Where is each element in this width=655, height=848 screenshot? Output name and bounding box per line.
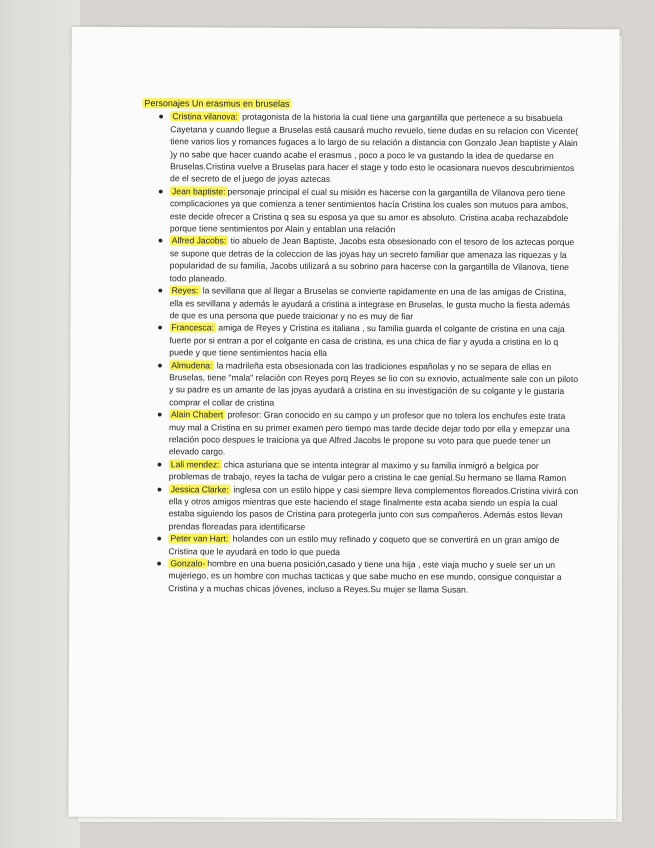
character-name: Gonzalo- xyxy=(170,558,206,569)
list-item xyxy=(142,235,582,287)
character-name: Francesca: xyxy=(171,322,214,333)
bullet-icon: ● xyxy=(157,285,164,296)
character-description: chica asturiana que se intenta integrar al maximo y su familia inmigró a belgica por problemas de trabajo, reyes la tacha de vulgar pero a cristina le cae genial.Su hermano se llama Ramon xyxy=(168,459,567,484)
character-description: holandes con un estilo muy refinado y coqueto que se convertirá en un gran amigo de Cristina que le ayudará en todo lo que pueda xyxy=(168,533,560,557)
bullet-icon: ● xyxy=(156,458,163,469)
bullet-icon: ● xyxy=(156,533,162,544)
list-item xyxy=(141,359,581,411)
bullet-icon: ● xyxy=(156,483,163,494)
character-description: la madrileña esta obsesionada con las tradiciones españolas y no se separa de ellas en Bruselas, tiene "mala" relación con Reyes porq Reyes se lio con su exnovio, actualmente sale con un piloto y su padre es un amante de las joyas ayudará a cristina en su investigación de su colgante y le gustaria comprar el collar de cristina xyxy=(169,359,579,408)
character-description: tio abuelo de Jean Baptiste, Jacobs esta obsesionado con el tesoro de los aztecas porque se supone que detras de la coleccion de las joyas hay un secreto familiar que amenaza las riquezas y la popularidad de su familia, Jacobs utilizará a su sobrino para hacerse con la gargantilla de Vilanova, tiene todo planeado. xyxy=(169,235,575,284)
list-item xyxy=(140,532,580,559)
bullet-icon: ● xyxy=(157,235,164,246)
list-item xyxy=(141,408,581,460)
character-description: personaje principal el cual su misión es hacerse con la gargantilla de Vilanova pero tiene complicaciones ya que comienza a tener sentimientos hacía Cristina los cuales son mutuos para ambos, este decide ofrecer a Cristina q sea su esposa ya que su amor es absoluto. Cristina acaba rechazabdole porque tiene sentimientos por Alain y entablan una relación xyxy=(169,186,569,235)
document-title-text: Personajes Un erasmus en bruselas xyxy=(144,98,290,109)
list-item xyxy=(142,111,582,187)
character-description: inglesa con un estilo hippe y casi siempre lleva complementos floreados.Cristina vivirá con ella y otros amigos mientras que este haciendo el stage finalmente esta acaba siendo un espía la cual estaba siguiendo los pasos de Cristina para protegerla junto con sus compañeros. Además estos llevan prendas floreadas para identificarse xyxy=(168,484,579,532)
character-name: Almudena: xyxy=(171,359,213,370)
bullet-icon: ● xyxy=(157,359,163,370)
character-name: Cristina vilanova: xyxy=(172,111,238,122)
character-description: la sevillana que al llegar a Bruselas se convierte rapidamente en una de las amigas de Cristina, ella es sevillana y además le ayudará a cristina a integrase en Bruselas, le gusta mucho la fiesta además de que es una persona que puede traicionar y no es muy de fiar xyxy=(169,285,570,322)
bullet-icon: ● xyxy=(156,558,162,569)
list-item xyxy=(141,321,581,360)
character-name: Lali mendez: xyxy=(170,459,220,470)
character-name: Peter van Hart: xyxy=(170,533,229,544)
character-name: Jean baptiste: xyxy=(171,186,226,197)
bullet-icon: ● xyxy=(157,186,164,197)
paper-sheet xyxy=(68,27,619,819)
list-item xyxy=(141,458,581,485)
list-item xyxy=(140,557,580,596)
bullet-icon: ● xyxy=(157,409,163,420)
character-name: Alfred Jacobs: xyxy=(171,235,227,246)
bullet-icon: ● xyxy=(158,111,164,122)
character-name: Alain Chabert xyxy=(171,409,224,420)
character-description: hombre en una buena posición,casado y tiene una hija , este viaja mucho y suele ser un un mujeriego, es un hombre con muchas tacticas y que sabe mucho en ese mundo, consigue conquistar a Cristina y a muchas chicas jóvenes, incluso a Reyes.Su mujer se llama Susan. xyxy=(168,558,562,595)
list-item xyxy=(142,185,582,237)
character-list xyxy=(140,111,582,597)
bullet-icon: ● xyxy=(157,322,163,333)
character-description: profesor: Gran conocido en su campo y un profesor que no tolera los enchufes este trata muy mal a Cristina en su primer examen pero tiempo mas tarde decide dejar todo por ella y emepzar una relación poco despues le traiciona ya que Alfred Jacobs le propone su voto para que puede tener un elevado cargo. xyxy=(168,409,570,457)
character-name: Reyes: xyxy=(171,285,199,296)
document-title xyxy=(142,97,582,111)
character-name: Jessica Clarke: xyxy=(170,483,229,495)
document-body xyxy=(140,97,582,596)
character-description: amiga de Reyes y Cristina es italiana , su familia guarda el colgante de cristina en una caja fuerte por si entran a por el colgante en casa de cristina, es una chica de fiar y ayuda a cristina en lo q puede y que tiene sentimientos hacia ella xyxy=(169,322,565,359)
character-description: protagonista de la historia la cual tiene una gargantilla que pertenece a su bisabuela Cayetana y cuando llegue a Bruselas está causará mucho revuelo, tiene dudas en su relacion con Vicente( tiene varios lios y romances fugaces a lo largo de su relación a distancia con Gonzalo Jean baptiste y Alain )y no sabe que hacer cuando acabe el erasmus , poco a poco le va gustando la idea de quedarse en Bruselas.Cristina vuelve a Bruselas para hacer el stage y todo esto le ocasionara nuevos descubrimientos de el secreto de el juego de joyas aztecas xyxy=(170,111,579,185)
list-item xyxy=(141,284,581,323)
list-item xyxy=(141,483,581,535)
